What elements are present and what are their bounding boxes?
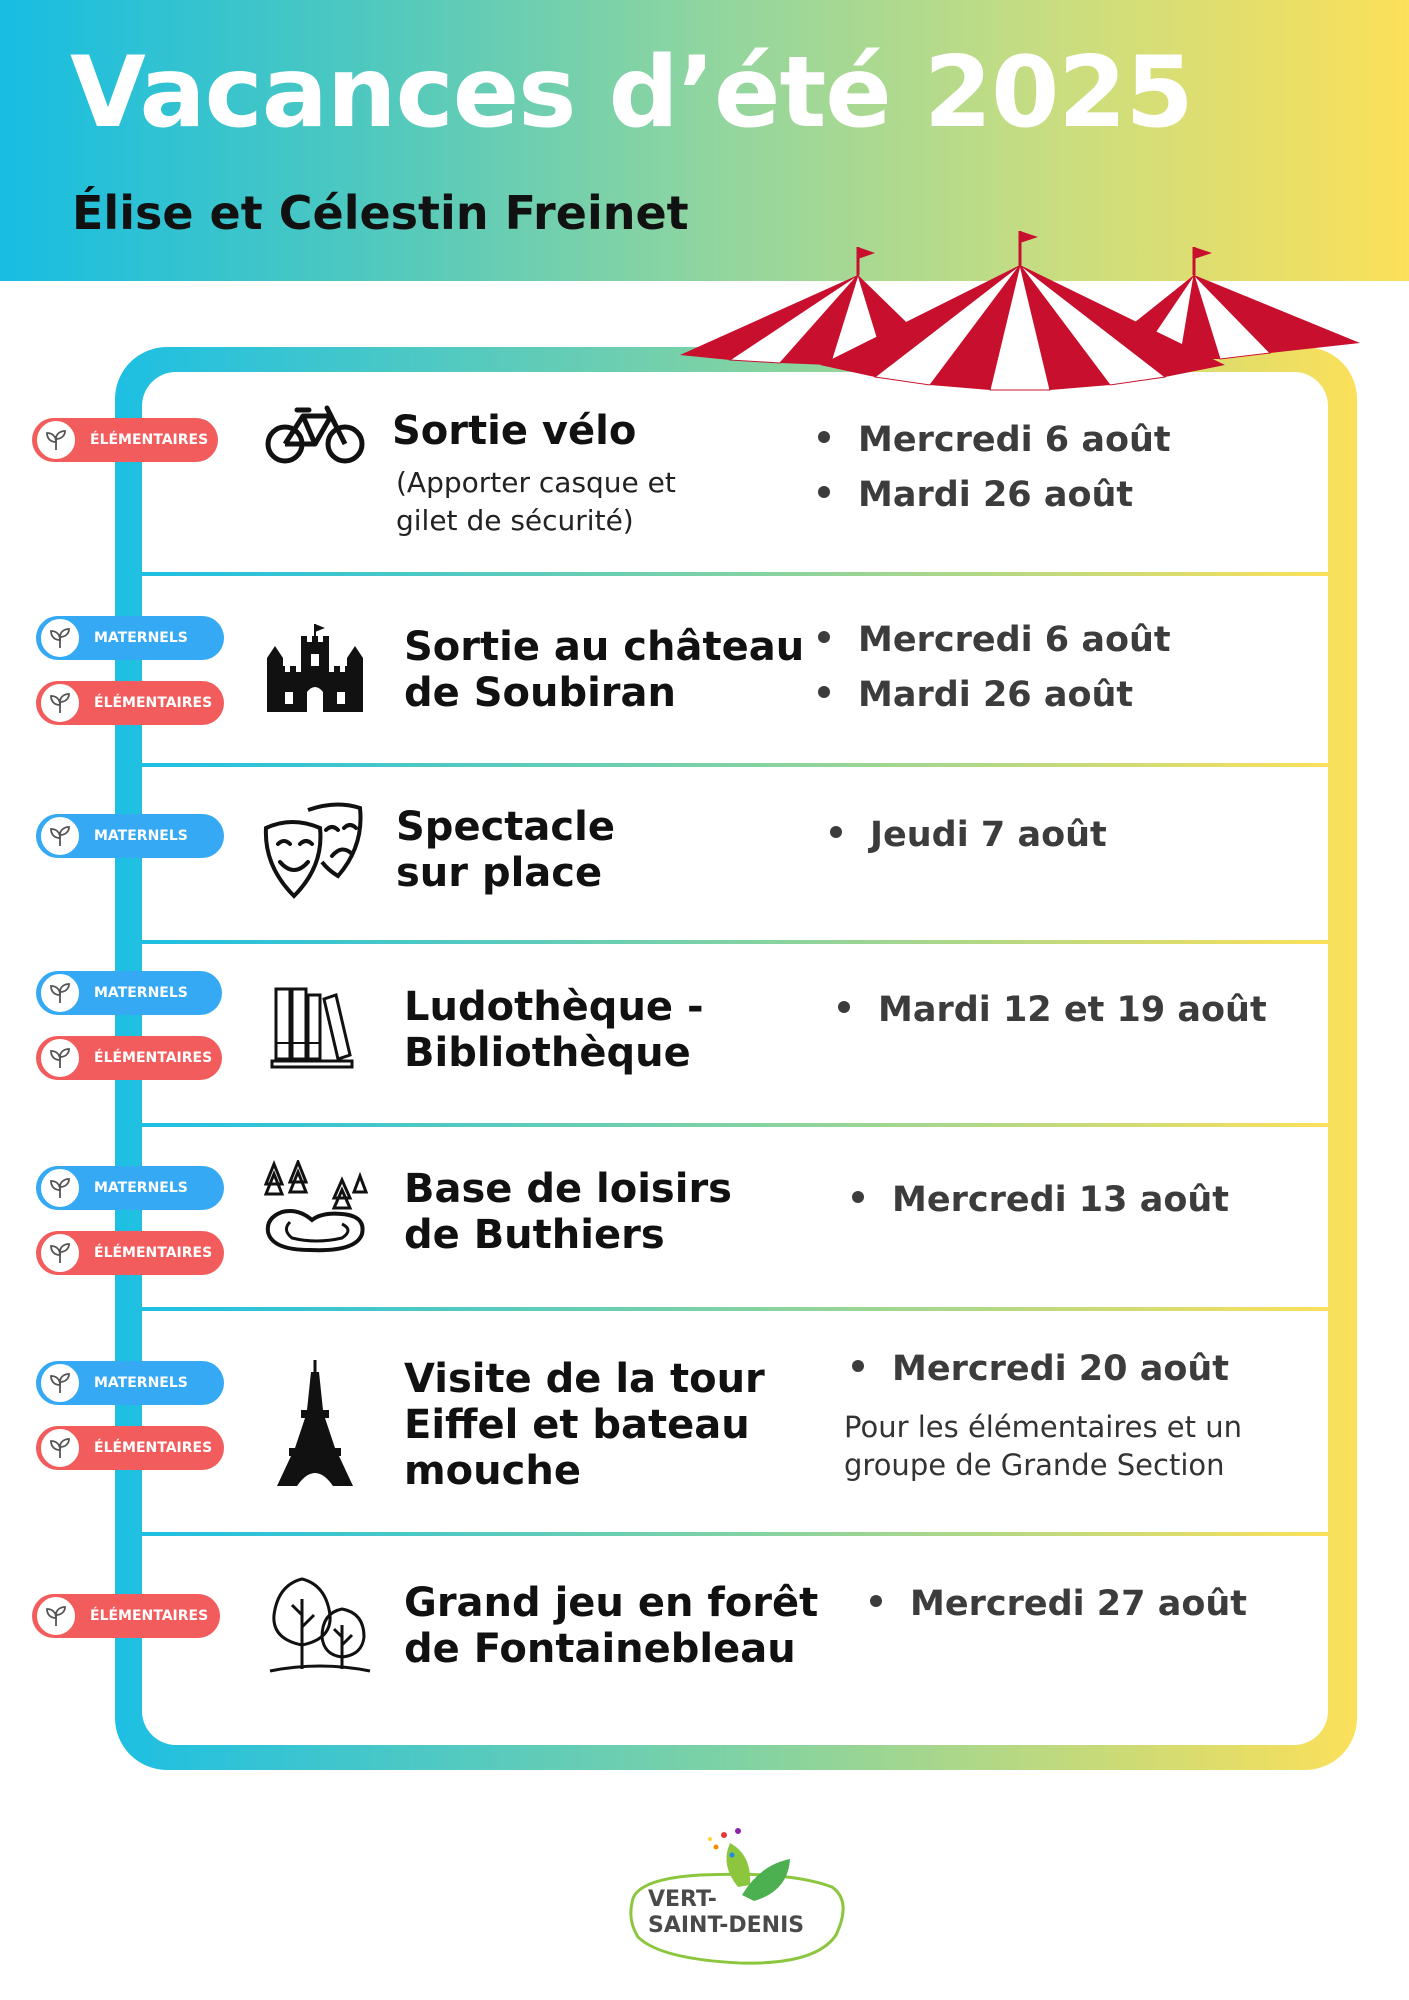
badge-elementaires: ÉLÉMENTAIRES	[32, 418, 218, 462]
activity-title: Sortie vélo	[392, 408, 637, 454]
row-divider	[142, 1532, 1328, 1536]
logo-text-line1: VERT-	[648, 1887, 717, 1912]
sprout-icon	[48, 1176, 72, 1200]
logo-text-line2: SAINT-DENIS	[648, 1913, 805, 1938]
activity-note: (Apporter casque et gilet de sécurité)	[396, 466, 676, 537]
activity-date-note: Pour les élémentaires et un groupe de Grande Section	[844, 1410, 1242, 1482]
bicycle-icon	[265, 402, 365, 464]
badge-maternels: MATERNELS	[36, 814, 224, 858]
row-divider	[142, 763, 1328, 767]
badge-elementaires: ÉLÉMENTAIRES	[32, 1594, 220, 1638]
badge-maternels: MATERNELS	[36, 616, 224, 660]
activity-date: Mercredi 20 août	[852, 1349, 1229, 1389]
eiffel-tower-icon	[275, 1360, 355, 1486]
books-icon	[270, 985, 354, 1069]
sprout-icon	[48, 1046, 72, 1070]
activity-title: Base de loisirs de Buthiers	[404, 1166, 732, 1258]
activity-date: Mercredi 27 août	[870, 1584, 1247, 1624]
badge-maternels: MATERNELS	[36, 971, 222, 1015]
sprout-icon	[48, 1241, 72, 1265]
badge-elementaires: ÉLÉMENTAIRES	[36, 681, 224, 725]
activity-date: Mercredi 13 août	[852, 1180, 1229, 1220]
row-divider	[142, 1307, 1328, 1311]
badge-maternels: MATERNELS	[36, 1361, 224, 1405]
activity-title: Grand jeu en forêt de Fontainebleau	[404, 1580, 819, 1672]
sprout-icon	[44, 428, 68, 452]
activity-title: Visite de la tour Eiffel et bateau mouche	[404, 1356, 765, 1494]
activity-date: Mercredi 6 août	[818, 420, 1171, 460]
row-divider	[142, 1123, 1328, 1127]
forest-icon	[268, 1575, 372, 1675]
activity-title: Spectacle sur place	[396, 804, 615, 896]
activity-date: Mardi 12 et 19 août	[838, 990, 1267, 1030]
sprout-icon	[48, 626, 72, 650]
page-subtitle: Élise et Célestin Freinet	[72, 186, 689, 240]
row-divider	[142, 940, 1328, 944]
page-title: Vacances d’été 2025	[70, 36, 1193, 150]
sprout-icon	[48, 1371, 72, 1395]
badge-elementaires: ÉLÉMENTAIRES	[36, 1231, 224, 1275]
castle-icon	[265, 622, 365, 714]
row-divider	[142, 572, 1328, 576]
sprout-icon	[48, 981, 72, 1005]
badge-maternels: MATERNELS	[36, 1166, 224, 1210]
sprout-icon	[44, 1604, 68, 1628]
sprout-icon	[48, 1436, 72, 1460]
activity-date: Jeudi 7 août	[830, 815, 1107, 855]
theater-masks-icon	[262, 800, 366, 904]
sprout-icon	[48, 691, 72, 715]
activity-date: Mercredi 6 août	[818, 620, 1171, 660]
activity-title: Sortie au château de Soubiran	[404, 624, 805, 716]
sprout-icon	[48, 824, 72, 848]
activity-title: Ludothèque - Bibliothèque	[404, 984, 704, 1076]
lake-icon	[262, 1160, 368, 1256]
activity-date: Mardi 26 août	[818, 475, 1133, 515]
activity-date: Mardi 26 août	[818, 675, 1133, 715]
badge-elementaires: ÉLÉMENTAIRES	[36, 1036, 222, 1080]
circus-tent-icon	[670, 225, 1370, 395]
badge-elementaires: ÉLÉMENTAIRES	[36, 1426, 224, 1470]
